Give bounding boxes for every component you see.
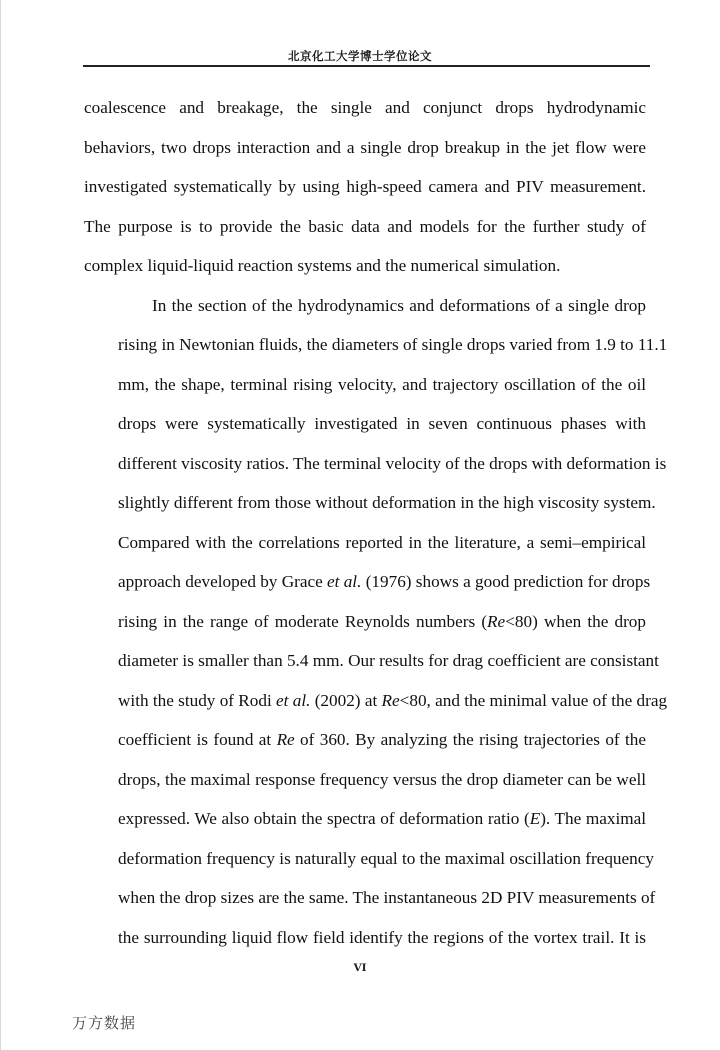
italic-term: Re xyxy=(487,611,506,631)
text-line: drops were systematically investigated in seven continuous phases with xyxy=(118,414,646,433)
text-line: different viscosity ratios. The terminal velocity of the drops with deformation is xyxy=(118,453,667,473)
text-line: Compared with the correlations reported in the literature, a semi–empirical xyxy=(118,532,646,552)
page-number: VI xyxy=(353,962,367,974)
text-line: rising in the range of moderate Reynolds numbers (Re<80) when the drop xyxy=(118,611,646,631)
text-line: coalescence and breakage, the single and conjunct drops hydrodynamic xyxy=(84,98,646,117)
watermark-text: 万方数据 xyxy=(72,1014,137,1032)
text-line: In the section of the hydrodynamics and deformations of a single drop xyxy=(152,295,646,315)
text-line: behaviors, two drops interaction and a single drop breakup in the jet flow were xyxy=(84,137,646,157)
text-line: rising in Newtonian fluids, the diameters of single drops varied from 1.9 to 11.1 xyxy=(118,335,668,354)
text-line: with the study of Rodi et al. (2002) at Re<80, and the minimal value of the drag xyxy=(118,690,668,710)
text-line: the surrounding liquid flow field identify the regions of the vortex trail. It is xyxy=(118,927,646,947)
italic-term: Re xyxy=(276,730,295,749)
paragraph xyxy=(84,88,646,286)
text-line: diameter is smaller than 5.4 mm. Our results for drag coefficient are consistant xyxy=(118,651,659,670)
paragraph xyxy=(84,286,668,958)
text-line: investigated systematically by using high-speed camera and PIV measurement. xyxy=(84,177,646,196)
page-edge xyxy=(0,0,1,1050)
italic-term: E xyxy=(529,809,541,828)
header-rule xyxy=(83,65,650,67)
text-line: mm, the shape, terminal rising velocity, and trajectory oscillation of the oil xyxy=(118,374,646,394)
text-line: coefficient is found at Re of 360. By analyzing the rising trajectories of the xyxy=(118,730,646,749)
italic-term: Re xyxy=(381,690,400,710)
italic-term: et al. xyxy=(327,572,362,591)
body-text xyxy=(84,88,668,957)
running-header-title: 北京化工大学博士学位论文 xyxy=(288,49,432,63)
text-line: drops, the maximal response frequency versus the drop diameter can be well xyxy=(118,769,646,789)
text-line: expressed. We also obtain the spectra of deformation ratio (E). The maximal xyxy=(118,809,647,828)
italic-term: et al. xyxy=(276,690,311,710)
text-line: complex liquid-liquid reaction systems and the numerical simulation. xyxy=(84,256,561,275)
text-line: when the drop sizes are the same. The instantaneous 2D PIV measurements of xyxy=(118,888,656,907)
text-line: The purpose is to provide the basic data and models for the further study of xyxy=(84,216,646,236)
text-line: approach developed by Grace et al. (1976) shows a good prediction for drops xyxy=(118,572,651,591)
text-line: slightly different from those without deformation in the high viscosity system. xyxy=(118,493,656,512)
text-line: deformation frequency is naturally equal to the maximal oscillation frequency xyxy=(118,848,654,868)
